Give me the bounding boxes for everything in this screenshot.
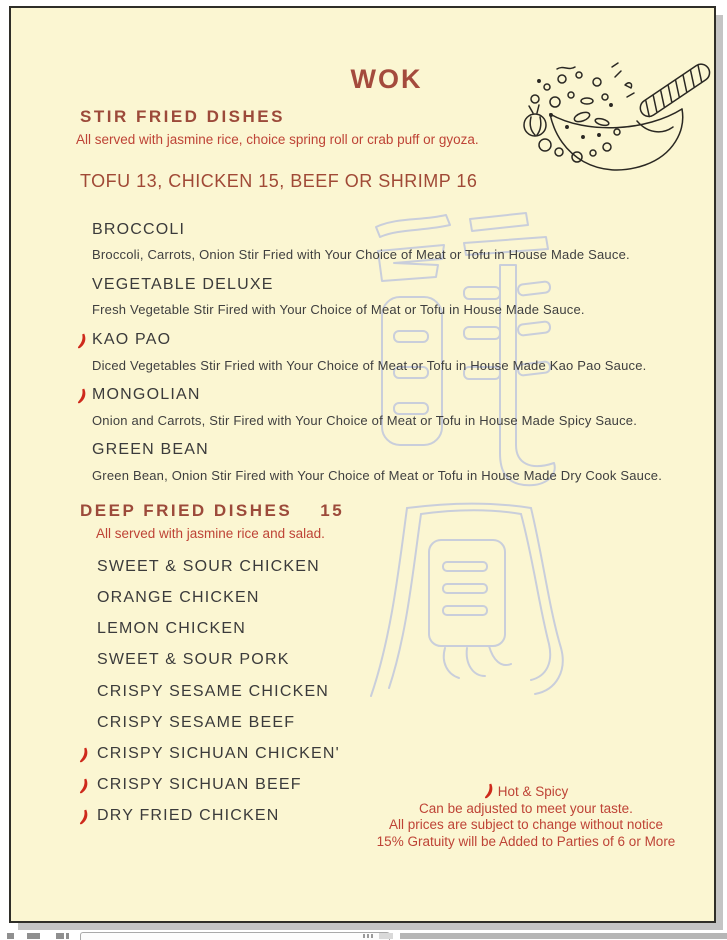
- watermark-phoenix-glyph: [363, 498, 578, 713]
- app-bottom-bar: [0, 931, 727, 939]
- footer-notes: [331, 783, 721, 850]
- deep-fried-heading-label: DEEP FRIED DISHES: [80, 501, 293, 520]
- dish-name: CRISPY SICHUAN CHICKEN': [97, 745, 340, 762]
- dish-name: SWEET & SOUR PORK: [97, 651, 290, 668]
- page-title: WOK: [350, 64, 423, 94]
- chili-icon: [79, 809, 89, 825]
- protein-price-line: TOFU 13, CHICKEN 15, BEEF OR SHRIMP 16: [80, 171, 478, 191]
- dish-description: Green Bean, Onion Stir Fired with Your Choice of Meat or Tofu in House Made Dry Cook Sauce.: [92, 468, 663, 483]
- hot-and-spicy-label: Hot & Spicy: [497, 784, 569, 799]
- footer-line: 15% Gratuity will be Added to Parties of 6 or More: [376, 833, 676, 849]
- section-heading-stir-fried: STIR FRIED DISHES: [80, 107, 285, 126]
- nav-button[interactable]: [27, 933, 40, 939]
- nav-button[interactable]: [66, 933, 69, 939]
- dish-description: Broccoli, Carrots, Onion Stir Fried with Your Choice of Meat or Tofu in House Made Sauce.: [92, 247, 630, 262]
- scrollbar-button[interactable]: [379, 933, 393, 939]
- menu-page: [9, 6, 716, 923]
- chili-icon: [79, 747, 89, 763]
- dish-name: DRY FRIED CHICKEN: [97, 807, 280, 824]
- section-heading-deep-fried: [80, 501, 344, 521]
- dish-name: BROCCOLI: [92, 221, 186, 238]
- footer-line: Can be adjusted to meet your taste.: [419, 800, 633, 816]
- deep-fried-note: All served with jasmine rice and salad.: [96, 526, 325, 541]
- dish-description: Diced Vegetables Stir Fried with Your Choice of Meat or Tofu in House Made Kao Pao Sauce.: [92, 358, 647, 373]
- dish-name: CRISPY SESAME BEEF: [97, 714, 296, 731]
- dish-description: Onion and Carrots, Stir Fired with Your Choice of Meat or Tofu in House Made Spicy Sauce.: [92, 413, 638, 428]
- dish-name: GREEN BEAN: [92, 441, 209, 458]
- chili-icon: [484, 783, 494, 799]
- dish-name: KAO PAO: [92, 331, 172, 348]
- horizontal-scrollbar-thumb[interactable]: [400, 933, 727, 939]
- nav-button[interactable]: [56, 933, 64, 939]
- chili-icon: [77, 388, 87, 404]
- dish-name: MONGOLIAN: [92, 386, 201, 403]
- dish-name: SWEET & SOUR CHICKEN: [97, 558, 320, 575]
- resize-grip-icon: [363, 934, 373, 938]
- dish-description: Fresh Vegetable Stir Fired with Your Choice of Meat or Tofu in House Made Sauce.: [92, 302, 585, 317]
- deep-fried-price: 15: [320, 501, 345, 520]
- chili-icon: [77, 333, 87, 349]
- footer-line: All prices are subject to change without notice: [389, 817, 663, 832]
- dish-name: CRISPY SICHUAN BEEF: [97, 776, 302, 793]
- hot-and-spicy-legend: [331, 783, 721, 801]
- dish-name: VEGETABLE DELUXE: [92, 276, 274, 293]
- dish-name: LEMON CHICKEN: [97, 620, 246, 637]
- nav-button[interactable]: [7, 933, 14, 939]
- dish-name: CRISPY SESAME CHICKEN: [97, 683, 330, 700]
- dish-name: ORANGE CHICKEN: [97, 589, 260, 606]
- chili-icon: [79, 778, 89, 794]
- stir-fried-note: All served with jasmine rice, choice spring roll or crab puff or gyoza.: [76, 132, 479, 147]
